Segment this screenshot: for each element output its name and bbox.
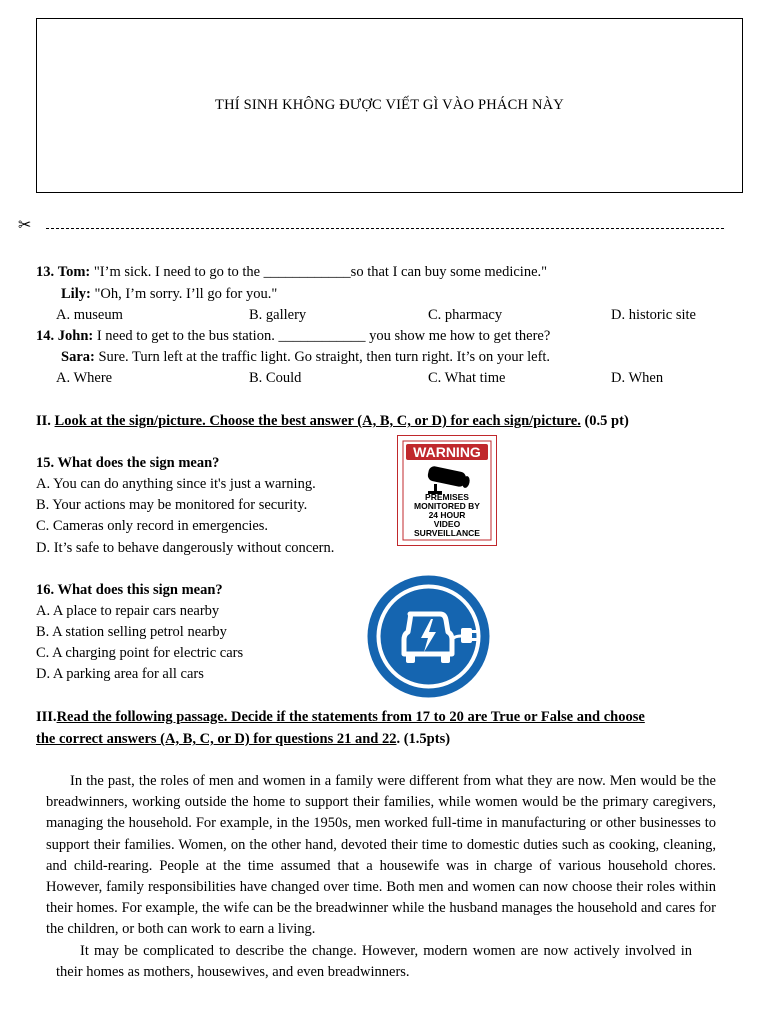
cctv-camera-icon — [427, 465, 471, 494]
cut-line — [18, 215, 724, 238]
q16-option-d[interactable]: D. A parking area for all cars — [36, 666, 204, 682]
section2-number: II. — [36, 413, 51, 429]
q16-question: 16. What does this sign mean? — [36, 582, 223, 598]
scissors-icon: ✂ — [18, 215, 32, 234]
section2-points: (0.5 pt) — [584, 413, 629, 429]
q16-option-a[interactable]: A. A place to repair cars nearby — [36, 603, 220, 619]
candidate-notice-text: THÍ SINH KHÔNG ĐƯỢC VIẾT GÌ VÀO PHÁCH NÀY — [215, 97, 564, 113]
q13-line2 — [61, 286, 277, 303]
q14-text1: I need to get to the bus station. ____________ you show me how to get there? — [96, 328, 551, 344]
reading-passage — [46, 771, 716, 983]
section3-title-line1: Read the following passage. Decide if the statements from 17 to 20 are True or False and choose — [56, 709, 645, 725]
q14-line1 — [36, 328, 550, 345]
warning-sign-line4: VIDEO — [433, 519, 461, 529]
candidate-notice-box — [36, 18, 743, 193]
q13-text2: "Oh, I’m sorry. I’ll go for you." — [94, 286, 278, 302]
warning-sign-line1: PREMISES — [425, 492, 469, 502]
section3-heading-line2: the correct answers (A, B, C, or D) for questions 21 and 22. (1.5pts) — [36, 731, 451, 747]
q13-line1 — [36, 264, 547, 281]
ev-charging-sign — [366, 574, 491, 699]
q14-text2: Sure. Turn left at the traffic light. Go straight, then turn right. It’s on your left. — [98, 349, 551, 365]
warning-sign-graphic — [398, 436, 496, 545]
q14-option-b[interactable]: B. Could — [249, 370, 302, 386]
passage-paragraph-1: In the past, the roles of men and women in a family were different from what they are now. Men would be the breadwinners, working outside the home to support their families, while women would be the primary caregivers, managing the household. For example, in the 1950s, men worked full-time in manufacturing or other businesses to support their families. Women, on the other hand, devoted their time to domestic duties such as cooking, cleaning, and child-rearing. People at the time assumed that a housewife was in charge of various household chores. However, family responsibilities have changed over time. Both men and women can now choose their roles within their homes. For example, the wife can be the breadwinner while the husband manages the household and cares for the children, or both can work to earn a living. — [46, 773, 716, 938]
section3-heading-line1 — [36, 709, 645, 726]
warning-surveillance-sign — [397, 435, 497, 546]
q15-option-c[interactable]: C. Cameras only record in emergencies. — [36, 518, 269, 534]
q16-option-b[interactable]: B. A station selling petrol nearby — [36, 624, 227, 640]
q13-option-d[interactable]: D. historic site — [611, 307, 696, 323]
q15-question: 15. What does the sign mean? — [36, 455, 220, 471]
q14-option-a[interactable]: A. Where — [56, 370, 113, 386]
q14-option-d[interactable]: D. When — [611, 370, 664, 386]
warning-sign-line3: 24 HOUR — [428, 510, 466, 520]
q14-speaker1: John: — [57, 328, 94, 344]
section2-heading — [36, 413, 629, 430]
q15-option-a[interactable]: A. You can do anything since it's just a warning. — [36, 476, 316, 492]
section2-title: Look at the sign/picture. Choose the best answer (A, B, C, or D) for each sign/picture. — [54, 413, 581, 429]
passage-paragraph-2: It may be complicated to describe the change. However, modern women are now actively involved in their homes as mothers, housewives, and even breadwinners. — [56, 942, 692, 980]
q15-option-b[interactable]: B. Your actions may be monitored for security. — [36, 497, 308, 513]
q16-option-c[interactable]: C. A charging point for electric cars — [36, 645, 244, 661]
q14-number: 14. — [36, 328, 55, 344]
warning-sign-header: WARNING — [413, 444, 481, 460]
q13-option-c[interactable]: C. pharmacy — [428, 307, 503, 323]
q13-speaker1: Tom: — [57, 264, 91, 280]
q13-speaker2: Lily: — [61, 286, 91, 302]
section3-title-line2: the correct answers (A, B, C, or D) for questions 21 and 22 — [36, 731, 397, 747]
q14-line2 — [61, 349, 550, 366]
q13-text1: "I’m sick. I need to go to the ____________so that I can buy some medicine." — [93, 264, 548, 280]
q13-number: 13. — [36, 264, 55, 280]
q14-option-c[interactable]: C. What time — [428, 370, 506, 386]
warning-sign-line5: SURVEILLANCE — [414, 528, 480, 538]
section3-points: (1.5pts) — [403, 731, 451, 747]
q13-option-a[interactable]: A. museum — [56, 307, 123, 323]
q15-option-d[interactable]: D. It’s safe to behave dangerously without concern. — [36, 540, 335, 556]
electric-car-charging-icon — [366, 574, 491, 699]
dashed-divider — [46, 228, 724, 229]
q13-option-b[interactable]: B. gallery — [249, 307, 307, 323]
section3-number: III. — [36, 709, 57, 725]
warning-sign-line2: MONITORED BY — [414, 501, 480, 511]
q14-speaker2: Sara: — [61, 349, 95, 365]
